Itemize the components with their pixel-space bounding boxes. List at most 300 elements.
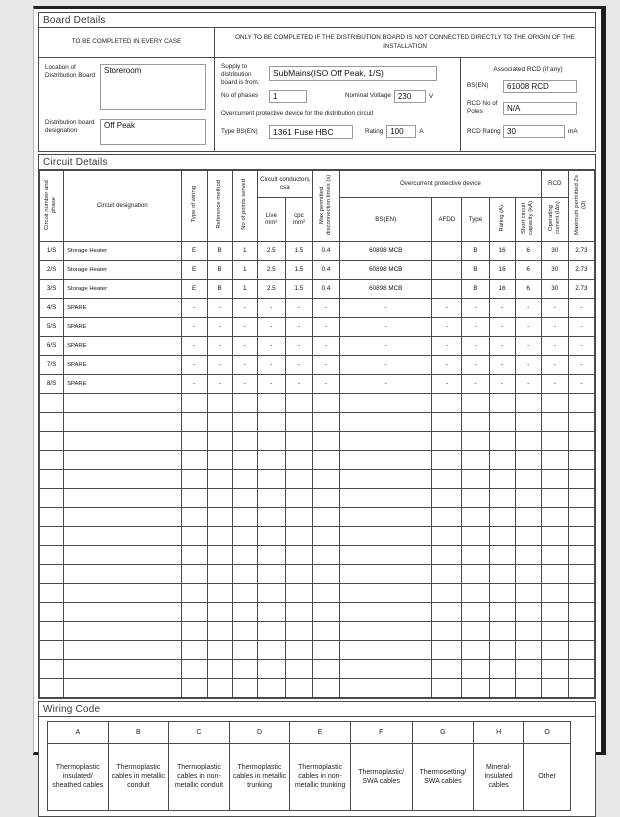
rcd-poles-field[interactable]: N/A	[503, 102, 577, 115]
wiring-code-table	[47, 721, 571, 811]
cell-points: -	[232, 355, 257, 374]
cell-afdd	[432, 241, 462, 260]
cell-points: 1	[232, 241, 257, 260]
cell-disc: -	[312, 317, 339, 336]
cell-rating	[489, 659, 515, 678]
cell-scc	[515, 678, 541, 697]
empty-circuit-row	[40, 488, 595, 507]
cell-wiring	[181, 450, 207, 469]
code-description: Thermoplastic insulated/ sheathed cables	[48, 743, 109, 810]
cell-disc	[312, 564, 339, 583]
wiring-code-title: Wiring Code	[39, 702, 595, 717]
cell-oper: -	[541, 336, 568, 355]
form-page	[33, 6, 606, 790]
cell-live	[257, 393, 285, 412]
cell-num	[40, 545, 64, 564]
phases-field[interactable]: 1	[269, 90, 307, 103]
location-row	[45, 64, 208, 110]
cell-rating	[489, 678, 515, 697]
cell-num: 1/S	[40, 241, 64, 260]
cell-rating	[489, 450, 515, 469]
cell-scc	[515, 469, 541, 488]
location-field[interactable]: Storeroom	[100, 64, 206, 110]
cell-ref	[207, 564, 232, 583]
circuit-row	[40, 279, 595, 298]
cell-zs	[568, 545, 594, 564]
cell-points	[232, 393, 257, 412]
code-letter: D	[229, 721, 290, 743]
cell-type	[462, 507, 489, 526]
cell-wiring	[181, 412, 207, 431]
cell-wiring: -	[181, 298, 207, 317]
cell-rating: -	[489, 317, 515, 336]
cell-points	[232, 469, 257, 488]
rcd-bsen-row	[467, 80, 589, 93]
cell-cpc	[285, 507, 312, 526]
cell-points	[232, 583, 257, 602]
board-right-header: ONLY TO BE COMPLETED IF THE DISTRIBUTION BOARD IS NOT CONNECTED DIRECTLY TO THE ORIGIN OF THE INSTALLATION	[215, 28, 595, 58]
cell-scc	[515, 431, 541, 450]
cell-bsen	[340, 678, 432, 697]
cell-bsen	[340, 431, 432, 450]
cell-oper: -	[541, 355, 568, 374]
wiring-code-wrap	[39, 717, 595, 816]
cell-wiring: E	[181, 279, 207, 298]
cell-ref: B	[207, 279, 232, 298]
col-type-of-wiring: Type of wiring	[181, 171, 207, 242]
cell-scc	[515, 507, 541, 526]
cell-live	[257, 545, 285, 564]
cell-afdd	[432, 279, 462, 298]
cell-bsen	[340, 583, 432, 602]
cell-num: 8/S	[40, 374, 64, 393]
cell-scc	[515, 545, 541, 564]
cell-afdd	[432, 488, 462, 507]
cell-rating	[489, 621, 515, 640]
code-description: Thermosetting/ SWA cables	[412, 743, 474, 810]
code-letter: O	[524, 721, 571, 743]
cell-num: 5/S	[40, 317, 64, 336]
supply-row	[221, 63, 454, 88]
cell-designation	[64, 659, 181, 678]
cell-afdd	[432, 469, 462, 488]
rcd-title: Associated RCD (if any)	[493, 66, 563, 73]
empty-circuit-row	[40, 412, 595, 431]
cell-points: -	[232, 317, 257, 336]
cell-wiring: E	[181, 241, 207, 260]
cell-oper: 30	[541, 260, 568, 279]
cell-points	[232, 526, 257, 545]
cell-designation	[64, 621, 181, 640]
cell-designation	[64, 526, 181, 545]
cell-cpc	[285, 659, 312, 678]
cell-points: -	[232, 336, 257, 355]
cell-scc	[515, 526, 541, 545]
cell-oper	[541, 640, 568, 659]
cell-zs	[568, 393, 594, 412]
cell-rating: 16	[489, 260, 515, 279]
cell-disc	[312, 450, 339, 469]
cell-live	[257, 602, 285, 621]
cell-zs: -	[568, 298, 594, 317]
cell-cpc	[285, 393, 312, 412]
cell-wiring: -	[181, 336, 207, 355]
designation-row	[45, 119, 208, 145]
rcd-rating-field[interactable]: 30	[503, 125, 565, 138]
cell-oper	[541, 602, 568, 621]
cell-zs	[568, 640, 594, 659]
cell-live: -	[257, 336, 285, 355]
empty-circuit-row	[40, 526, 595, 545]
type-bsen-field[interactable]: 1361 Fuse HBC	[269, 125, 353, 139]
cell-rating	[489, 469, 515, 488]
cell-type	[462, 450, 489, 469]
cell-disc	[312, 469, 339, 488]
cell-rating: -	[489, 355, 515, 374]
cell-num	[40, 412, 64, 431]
rcd-rating-label: RCD Rating	[467, 127, 501, 135]
cell-zs	[568, 659, 594, 678]
type-rating-row	[221, 125, 454, 139]
cell-rating	[489, 640, 515, 659]
col-live: Live mm²	[257, 198, 285, 242]
cell-oper	[541, 545, 568, 564]
cell-disc: 0.4	[312, 279, 339, 298]
circuit-row	[40, 260, 595, 279]
cell-afdd	[432, 450, 462, 469]
cell-disc: -	[312, 374, 339, 393]
cell-scc: -	[515, 336, 541, 355]
cell-ref	[207, 678, 232, 697]
cell-bsen	[340, 393, 432, 412]
cell-afdd	[432, 431, 462, 450]
cell-num: 4/S	[40, 298, 64, 317]
cell-designation: SPARE	[64, 336, 181, 355]
cell-type	[462, 393, 489, 412]
board-left-header: TO BE COMPLETED IN EVERY CASE	[39, 28, 215, 58]
circuit-details-title: Circuit Details	[39, 155, 595, 170]
cell-scc: -	[515, 355, 541, 374]
cell-bsen: -	[340, 336, 432, 355]
cell-num	[40, 488, 64, 507]
cell-rating: 16	[489, 241, 515, 260]
rating-unit: A	[419, 128, 424, 136]
cell-ref: -	[207, 317, 232, 336]
rating-label: Rating	[365, 127, 384, 135]
cell-wiring	[181, 469, 207, 488]
cell-rating: -	[489, 374, 515, 393]
cell-oper	[541, 659, 568, 678]
cell-ref	[207, 659, 232, 678]
cell-wiring: -	[181, 317, 207, 336]
cell-type	[462, 602, 489, 621]
cell-cpc	[285, 564, 312, 583]
cell-ref: -	[207, 336, 232, 355]
cell-type: -	[462, 298, 489, 317]
cell-afdd	[432, 412, 462, 431]
cell-designation: SPARE	[64, 374, 181, 393]
cell-disc	[312, 659, 339, 678]
cell-rating: -	[489, 298, 515, 317]
empty-circuit-row	[40, 564, 595, 583]
cell-scc	[515, 640, 541, 659]
cell-wiring	[181, 393, 207, 412]
cell-cpc: 1.5	[285, 279, 312, 298]
circuit-row	[40, 374, 595, 393]
cell-live	[257, 640, 285, 659]
cell-points	[232, 602, 257, 621]
cell-scc: 6	[515, 241, 541, 260]
cell-num: 2/S	[40, 260, 64, 279]
cell-rating	[489, 545, 515, 564]
cell-wiring	[181, 507, 207, 526]
cell-cpc: 1.5	[285, 260, 312, 279]
supply-field[interactable]: SubMains(ISO Off Peak, 1/S)	[269, 66, 437, 81]
cell-wiring: E	[181, 260, 207, 279]
cell-type	[462, 678, 489, 697]
cell-scc	[515, 583, 541, 602]
circuit-details-section	[38, 154, 596, 699]
cell-oper	[541, 450, 568, 469]
code-letter: F	[350, 721, 412, 743]
col-rating: Rating (A)	[489, 198, 515, 242]
cell-zs: 2.73	[568, 279, 594, 298]
code-description: Mineral-insulated cables	[474, 743, 524, 810]
cell-disc: -	[312, 298, 339, 317]
cell-disc	[312, 545, 339, 564]
rcd-bsen-field[interactable]: 61008 RCD	[503, 80, 577, 93]
col-circuit-number: Circuit number and phase	[40, 171, 64, 242]
cell-ref	[207, 488, 232, 507]
cell-scc	[515, 659, 541, 678]
cell-live: 2.5	[257, 279, 285, 298]
cell-zs	[568, 583, 594, 602]
cell-afdd: -	[432, 317, 462, 336]
col-reference-method: Reference method	[207, 171, 232, 242]
cell-cpc: 1.5	[285, 241, 312, 260]
cell-points	[232, 621, 257, 640]
cell-points	[232, 450, 257, 469]
cell-live	[257, 526, 285, 545]
cell-bsen	[340, 450, 432, 469]
col-group-rcd: RCD	[541, 171, 568, 198]
cell-disc	[312, 412, 339, 431]
designation-label: Distribution board designation	[45, 119, 95, 135]
cell-live: -	[257, 374, 285, 393]
cell-designation	[64, 412, 181, 431]
cell-scc	[515, 621, 541, 640]
cell-ref	[207, 450, 232, 469]
cell-designation: SPARE	[64, 298, 181, 317]
cell-scc	[515, 602, 541, 621]
code-letter: E	[290, 721, 351, 743]
cell-type: -	[462, 317, 489, 336]
empty-circuit-row	[40, 507, 595, 526]
cell-disc	[312, 583, 339, 602]
voltage-field[interactable]: 230	[394, 90, 426, 103]
cell-bsen: 60898 MCB	[340, 260, 432, 279]
cell-ref	[207, 526, 232, 545]
cell-scc	[515, 488, 541, 507]
cell-disc	[312, 640, 339, 659]
cell-ref	[207, 469, 232, 488]
cell-designation	[64, 583, 181, 602]
rcd-panel	[461, 58, 595, 151]
circuit-table-head	[40, 171, 595, 242]
cell-rating	[489, 583, 515, 602]
circuit-table-body	[40, 241, 595, 697]
cell-wiring	[181, 431, 207, 450]
cell-designation	[64, 678, 181, 697]
cell-ref	[207, 545, 232, 564]
code-letter: H	[474, 721, 524, 743]
cell-rating	[489, 507, 515, 526]
col-group-ocpd: Overcurrent protective device	[340, 171, 542, 198]
cell-num	[40, 659, 64, 678]
cell-rating	[489, 412, 515, 431]
cell-cpc	[285, 678, 312, 697]
cell-live: -	[257, 317, 285, 336]
cell-wiring	[181, 678, 207, 697]
cell-type	[462, 621, 489, 640]
cell-live	[257, 583, 285, 602]
cell-rating	[489, 564, 515, 583]
cell-num	[40, 393, 64, 412]
ocpd-label: Overcurrent protective device for the distribution circuit	[221, 109, 374, 117]
cell-rating	[489, 488, 515, 507]
cell-live	[257, 431, 285, 450]
cell-num	[40, 431, 64, 450]
cell-disc	[312, 621, 339, 640]
cell-designation	[64, 431, 181, 450]
wiring-code-section	[38, 701, 596, 817]
cell-bsen	[340, 412, 432, 431]
designation-field[interactable]: Off Peak	[100, 119, 206, 145]
cell-oper: 30	[541, 241, 568, 260]
col-max-zs: Maximum permitted Zs (Ω)	[568, 171, 594, 242]
cell-ref	[207, 583, 232, 602]
cell-type	[462, 469, 489, 488]
cell-num: 6/S	[40, 336, 64, 355]
cell-afdd	[432, 621, 462, 640]
cell-points	[232, 488, 257, 507]
cell-scc: 6	[515, 260, 541, 279]
wiring-code-descriptions-row	[48, 743, 571, 810]
cell-type: B	[462, 241, 489, 260]
code-letter: B	[108, 721, 169, 743]
cell-zs: -	[568, 336, 594, 355]
cell-points: -	[232, 298, 257, 317]
cell-designation: SPARE	[64, 355, 181, 374]
cell-type	[462, 659, 489, 678]
cell-live	[257, 469, 285, 488]
cell-cpc	[285, 545, 312, 564]
code-description: Thermoplastic cables in metallic conduit	[108, 743, 169, 810]
cell-wiring	[181, 526, 207, 545]
cell-num	[40, 583, 64, 602]
location-label: Location of Distribution Board	[45, 64, 96, 80]
cell-disc: -	[312, 336, 339, 355]
cell-num	[40, 450, 64, 469]
cell-afdd	[432, 583, 462, 602]
cell-points	[232, 564, 257, 583]
cell-bsen	[340, 469, 432, 488]
cell-cpc	[285, 602, 312, 621]
cell-afdd	[432, 507, 462, 526]
cell-cpc	[285, 469, 312, 488]
cell-cpc	[285, 488, 312, 507]
cell-zs: -	[568, 317, 594, 336]
empty-circuit-row	[40, 469, 595, 488]
cell-zs	[568, 431, 594, 450]
cell-ref: -	[207, 374, 232, 393]
code-description: Thermoplastic cables in metallic trunking	[229, 743, 290, 810]
cell-zs: -	[568, 355, 594, 374]
col-cpc: cpc mm²	[285, 198, 312, 242]
empty-circuit-row	[40, 678, 595, 697]
cell-ref	[207, 507, 232, 526]
cell-rating: -	[489, 336, 515, 355]
cell-points	[232, 431, 257, 450]
cell-cpc	[285, 412, 312, 431]
cell-oper	[541, 678, 568, 697]
cell-bsen	[340, 545, 432, 564]
cell-num	[40, 564, 64, 583]
cell-disc	[312, 488, 339, 507]
cell-type: -	[462, 355, 489, 374]
circuit-table	[39, 170, 595, 698]
cell-wiring: -	[181, 374, 207, 393]
cell-afdd	[432, 659, 462, 678]
phases-label: No of phases	[221, 91, 259, 99]
cell-num	[40, 640, 64, 659]
cell-afdd	[432, 260, 462, 279]
cell-num	[40, 526, 64, 545]
rcd-poles-label: RCD No of Poles	[467, 100, 498, 116]
cell-wiring	[181, 583, 207, 602]
cell-points	[232, 412, 257, 431]
cell-scc	[515, 412, 541, 431]
cell-wiring	[181, 602, 207, 621]
cell-type: B	[462, 260, 489, 279]
col-afdd: AFDD	[432, 198, 462, 242]
cell-disc: 0.4	[312, 241, 339, 260]
rating-field[interactable]: 100	[386, 125, 416, 138]
code-letter: C	[169, 721, 230, 743]
cell-cpc	[285, 640, 312, 659]
cell-zs	[568, 412, 594, 431]
cell-type: B	[462, 279, 489, 298]
cell-wiring	[181, 659, 207, 678]
circuit-row	[40, 241, 595, 260]
type-bsen-label: Type BS(EN)	[221, 127, 258, 135]
cell-type	[462, 640, 489, 659]
col-operating-current: Operating current (IΔn)	[541, 198, 568, 242]
cell-designation	[64, 564, 181, 583]
cell-live	[257, 564, 285, 583]
circuit-row	[40, 355, 595, 374]
code-letter: A	[48, 721, 109, 743]
cell-scc	[515, 450, 541, 469]
cell-oper	[541, 488, 568, 507]
cell-points	[232, 640, 257, 659]
cell-live	[257, 412, 285, 431]
cell-afdd	[432, 564, 462, 583]
cell-oper: 30	[541, 279, 568, 298]
cell-afdd	[432, 545, 462, 564]
cell-num	[40, 602, 64, 621]
cell-num	[40, 507, 64, 526]
